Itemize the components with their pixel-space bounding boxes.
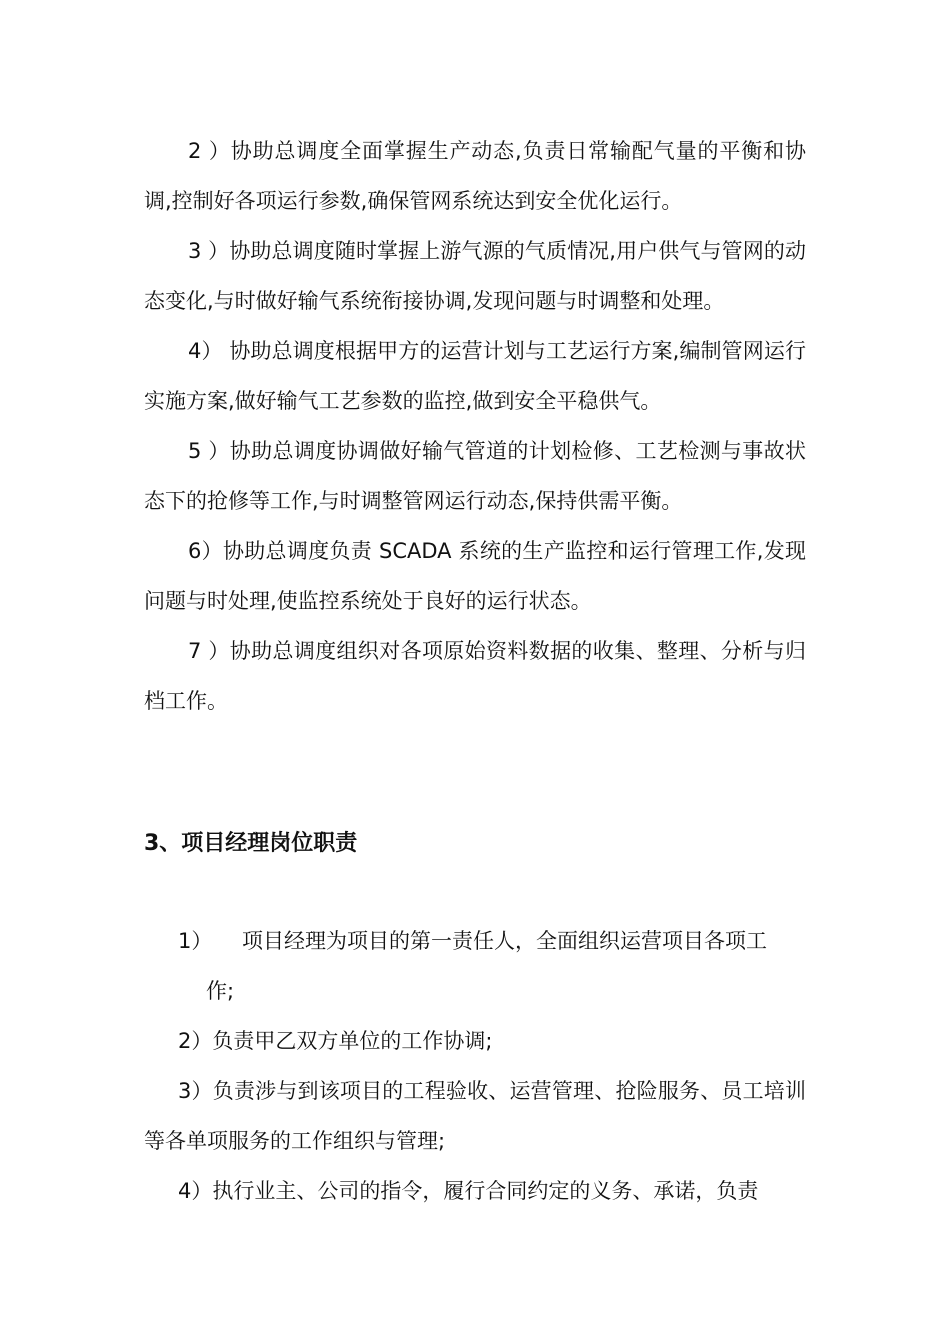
pm-duty-item-1-number: 1） [178, 929, 213, 953]
pm-duty-item-1 [178, 916, 806, 1016]
pm-duty-item-1-continuation: 作; [206, 979, 235, 1003]
pm-duty-item-2: 2）负责甲乙双方单位的工作协调; [178, 1029, 493, 1053]
pm-duty-item-4: 4）执行业主、公司的指令，履行合同约定的义务、承诺，负责 [178, 1179, 759, 1203]
duty-paragraph-6: 6）协助总调度负责 SCADA 系统的生产监控和运行管理工作,发现问题与时处理,使监控系统处于良好的运行状态。 [144, 539, 806, 613]
duty-paragraph-7: 7 ）协助总调度组织对各项原始资料数据的收集、整理、分析与归档工作。 [144, 639, 806, 713]
section-heading: 3、项目经理岗位职责 [144, 831, 358, 856]
pm-duty-item-3: 3）负责涉与到该项目的工程验收、运营管理、抢险服务、员工培训等各单项服务的工作组织与管理; [144, 1079, 806, 1153]
duty-paragraph-2: 2 ）协助总调度全面掌握生产动态,负责日常输配气量的平衡和协调,控制好各项运行参数,确保管网系统达到安全优化运行。 [144, 139, 806, 213]
pm-duty-item-1-text: 项目经理为项目的第一责任人，全面组织运营项目各项工 [242, 929, 767, 953]
duty-paragraph-4: 4） 协助总调度根据甲方的运营计划与工艺运行方案,编制管网运行实施方案,做好输气工艺参数的监控,做到安全平稳供气。 [144, 339, 806, 413]
duty-paragraph-5: 5 ）协助总调度协调做好输气管道的计划检修、工艺检测与事故状态下的抢修等工作,与时调整管网运行动态,保持供需平衡。 [144, 439, 806, 513]
duty-paragraph-3: 3 ）协助总调度随时掌握上游气源的气质情况,用户供气与管网的动态变化,与时做好输气系统衔接协调,发现问题与时调整和处理。 [144, 239, 806, 313]
